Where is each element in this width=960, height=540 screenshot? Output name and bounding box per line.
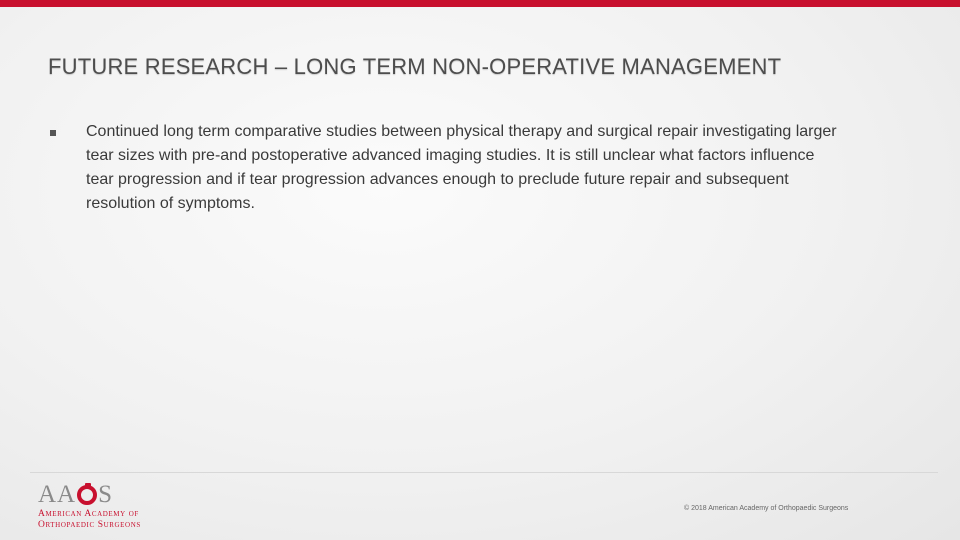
logo-line-2: Orthopaedic Surgeons [38, 520, 141, 530]
bullet-marker-icon [50, 126, 58, 134]
logo-letters-left: AA [38, 481, 77, 508]
logo-o-mark-icon [77, 485, 97, 505]
logo-letters-right: S [98, 481, 114, 508]
top-accent-bar [0, 0, 960, 7]
footer-divider [30, 472, 938, 473]
bullet-text: Continued long term comparative studies between physical therapy and surgical repair investigating larger tear sizes with pre-and postoperative advanced imaging studies. It is still unclear what factors influence tear progression and if tear progression advances enough to preclude future repair and subsequent resolution of symptoms. [86, 123, 837, 212]
slide-title: FUTURE RESEARCH – LONG TERM NON-OPERATIVE MANAGEMENT [48, 54, 782, 79]
copyright-text: © 2018 American Academy of Orthopaedic Surgeons [684, 505, 849, 512]
logo-line-1: American Academy of [38, 509, 139, 519]
aaos-logo [38, 483, 168, 531]
logo-letters [38, 483, 113, 507]
